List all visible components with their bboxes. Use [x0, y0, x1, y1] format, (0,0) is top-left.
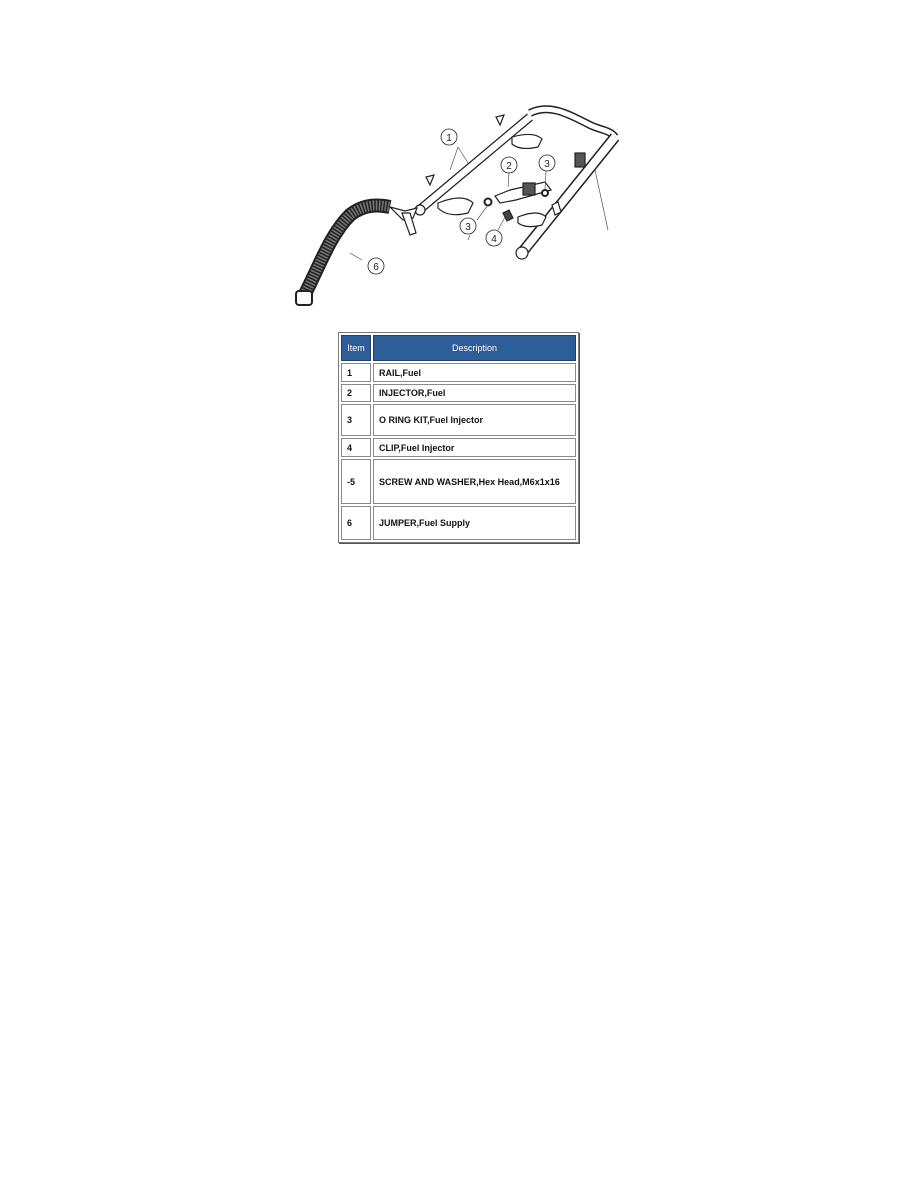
item-number: 2 — [341, 384, 371, 402]
svg-text:6: 6 — [373, 262, 379, 273]
item-number: 4 — [341, 438, 371, 457]
column-header-item: Item — [341, 335, 371, 361]
item-description: SCREW AND WASHER,Hex Head,M6x1x16 — [373, 459, 576, 504]
svg-text:4: 4 — [491, 234, 497, 245]
table-row — [341, 506, 576, 540]
item-description: RAIL,Fuel — [373, 363, 576, 382]
fuel-supply-jumper — [296, 205, 417, 305]
table-row — [341, 404, 576, 436]
item-description: O RING KIT,Fuel Injector — [373, 404, 576, 436]
item-number: 6 — [341, 506, 371, 540]
callout-2 — [501, 157, 517, 173]
item-number: -5 — [341, 459, 371, 504]
fuel-rail-exploded-diagram — [290, 95, 630, 315]
callout-1 — [441, 129, 457, 145]
table-row — [341, 459, 576, 504]
svg-text:2: 2 — [506, 161, 512, 172]
callout-4 — [486, 230, 502, 246]
callout-6 — [368, 258, 384, 274]
item-number: 1 — [341, 363, 371, 382]
item-number: 3 — [341, 404, 371, 436]
item-description: JUMPER,Fuel Supply — [373, 506, 576, 540]
svg-text:3: 3 — [465, 222, 471, 233]
callout-3a — [539, 155, 555, 171]
column-header-description: Description — [373, 335, 576, 361]
table-header-row — [341, 335, 576, 361]
parts-table — [338, 332, 579, 543]
svg-text:3: 3 — [544, 159, 550, 170]
item-description: CLIP,Fuel Injector — [373, 438, 576, 457]
callout-3b — [460, 218, 476, 234]
item-description: INJECTOR,Fuel — [373, 384, 576, 402]
table-row — [341, 438, 576, 457]
table-row — [341, 384, 576, 402]
table-row — [341, 363, 576, 382]
svg-text:1: 1 — [446, 133, 452, 144]
